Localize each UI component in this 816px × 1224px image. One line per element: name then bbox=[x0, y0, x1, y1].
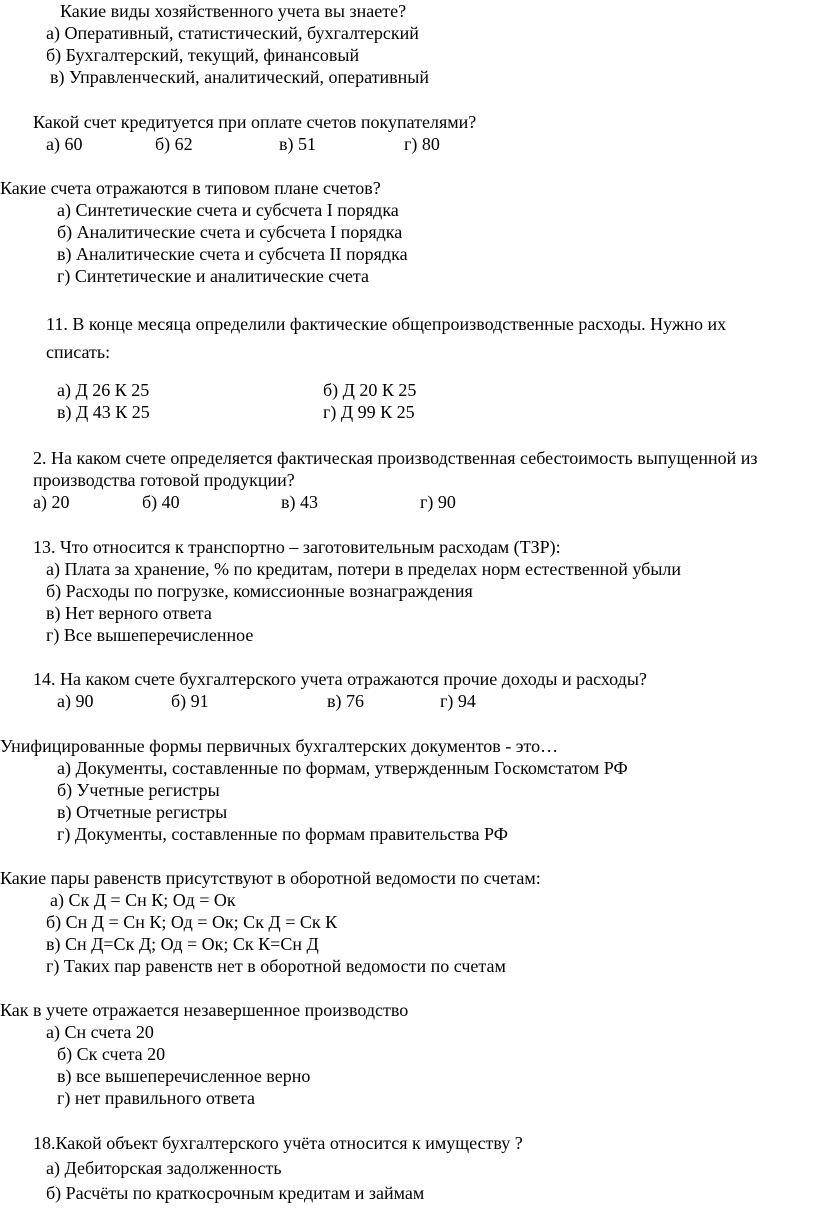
question-text: Какие пары равенств присутствуют в оборотной ведомости по счетам: bbox=[0, 868, 541, 888]
question-text: 2. На каком счете определяется фактическая производственная себестоимость выпущенной из bbox=[33, 448, 758, 468]
answer-option: б) Учетные регистры bbox=[57, 780, 220, 800]
answer-option: в) Д 43 К 25 bbox=[57, 402, 150, 422]
answer-option: в) Отчетные регистры bbox=[57, 802, 228, 822]
question-text-continued: списать: bbox=[46, 342, 111, 362]
answer-option: б) Аналитические счета и субсчета I порядка bbox=[57, 222, 403, 242]
answer-option: б) Ск счета 20 bbox=[57, 1044, 166, 1064]
answer-option: в) 43 bbox=[281, 492, 318, 512]
answer-option: г) Документы, составленные по формам правительства РФ bbox=[57, 824, 508, 844]
question-text: 18.Какой объект бухгалтерского учёта относится к имуществу ? bbox=[33, 1133, 523, 1153]
answer-option: г) Все вышеперечисленное bbox=[46, 625, 254, 645]
answer-option: в) Нет верного ответа bbox=[46, 603, 212, 623]
answer-option: г) 94 bbox=[440, 691, 476, 711]
answer-option: а) Документы, составленные по формам, утвержденным Госкомстатом РФ bbox=[57, 758, 628, 778]
answer-option: г) Синтетические и аналитические счета bbox=[57, 266, 369, 286]
answer-option: г) Д 99 К 25 bbox=[323, 402, 415, 422]
answer-option: б) Д 20 К 25 bbox=[323, 380, 417, 400]
answer-option: а) Д 26 К 25 bbox=[57, 380, 150, 400]
question-text: Унифицированные формы первичных бухгалтерских документов - это… bbox=[0, 736, 559, 756]
answer-option: б) 91 bbox=[171, 691, 209, 711]
answer-option: б) Сн Д = Сн К; Од = Ок; Ск Д = Ск К bbox=[46, 912, 338, 932]
answer-option: г) 80 bbox=[404, 134, 440, 154]
answer-option: а) Дебиторская задолженность bbox=[46, 1158, 282, 1178]
question-text: 14. На каком счете бухгалтерского учета отражаются прочие доходы и расходы? bbox=[33, 669, 647, 689]
question-text: Какой счет кредитуется при оплате счетов покупателями? bbox=[33, 112, 477, 132]
answer-option: б) Расчёты по краткосрочным кредитам и займам bbox=[46, 1183, 425, 1203]
answer-option: в) Сн Д=Ск Д; Од = Ок; Ск К=Сн Д bbox=[46, 934, 319, 954]
answer-option: а) 20 bbox=[33, 492, 70, 512]
answer-option: г) Таких пар равенств нет в оборотной ведомости по счетам bbox=[46, 956, 506, 976]
answer-option: б) Расходы по погрузке, комиссионные вознаграждения bbox=[46, 581, 473, 601]
question-text: Какие виды хозяйственного учета вы знаете? bbox=[60, 1, 407, 21]
answer-option: б) 40 bbox=[142, 492, 180, 512]
question-text-continued: производства готовой продукции? bbox=[33, 470, 295, 490]
question-text: Как в учете отражается незавершенное производство bbox=[0, 1000, 409, 1020]
answer-option: в) 51 bbox=[279, 134, 316, 154]
answer-option: а) Сн счета 20 bbox=[46, 1022, 154, 1042]
question-text: 13. Что относится к транспортно – заготовительным расходам (ТЗР): bbox=[33, 537, 561, 557]
answer-option: б) Бухгалтерский, текущий, финансовый bbox=[46, 45, 360, 65]
answer-option: в) Аналитические счета и субсчета II порядка bbox=[57, 244, 408, 264]
answer-option: а) Ск Д = Сн К; Од = Ок bbox=[50, 890, 236, 910]
answer-option: а) 90 bbox=[57, 691, 94, 711]
answer-option: а) Синтетические счета и субсчета I порядка bbox=[57, 200, 399, 220]
answer-option: а) 60 bbox=[46, 134, 83, 154]
answer-option: г) нет правильного ответа bbox=[57, 1088, 255, 1108]
question-text: 11. В конце месяца определили фактические общепроизводственные расходы. Нужно их bbox=[46, 314, 727, 334]
answer-option: в) все вышеперечисленное верно bbox=[57, 1066, 311, 1086]
question-text: Какие счета отражаются в типовом плане счетов? bbox=[0, 178, 381, 198]
answer-option: а) Плата за хранение, % по кредитам, потери в пределах норм естественной убыли bbox=[46, 559, 682, 579]
answer-option: в) Управленческий, аналитический, оперативный bbox=[50, 67, 430, 87]
answer-option: г) 90 bbox=[420, 492, 456, 512]
answer-option: в) 76 bbox=[327, 691, 364, 711]
answer-option: б) 62 bbox=[155, 134, 193, 154]
answer-option: а) Оперативный, статистический, бухгалтерский bbox=[46, 23, 419, 43]
